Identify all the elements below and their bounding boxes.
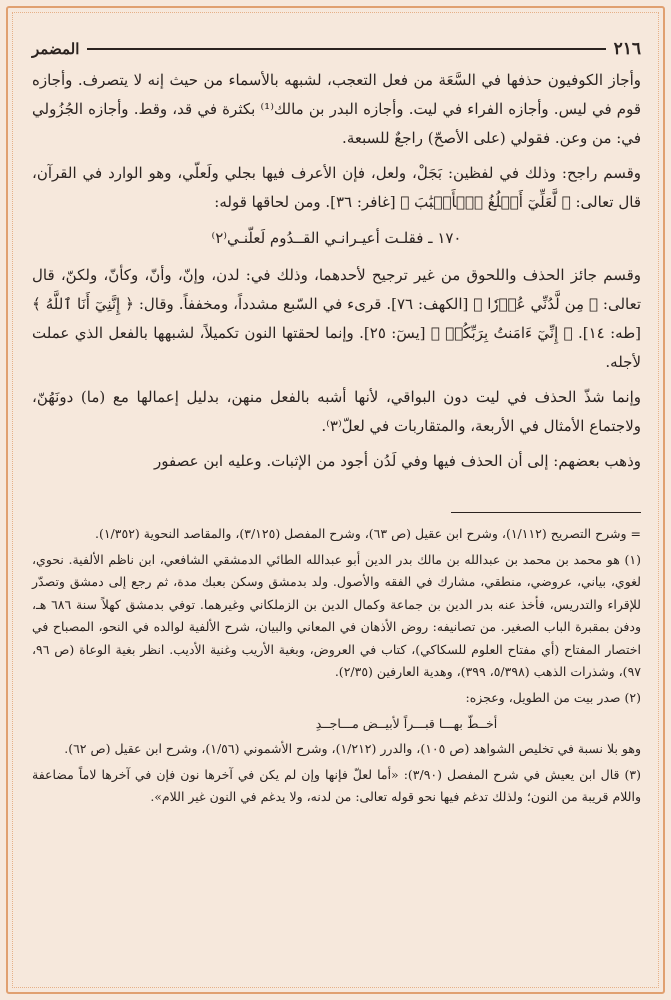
footnote-2-intro: (٢) صدر بيت من الطويل، وعجزه:	[465, 689, 641, 705]
running-header	[32, 38, 641, 60]
book-page	[32, 38, 641, 812]
body-paragraph-5: وذهب بعضهم: إلى أن الحذف فيها وفي لَدُن أجود من الإثبات. وعليه ابن عصفور	[154, 452, 641, 470]
footnote-2-verse: أخــطّ بهـــا قبـــراً لأبيــض مـــاجــدِ	[315, 716, 498, 731]
chapter-title: المضمر	[32, 40, 80, 58]
footnote-1: (١) هو محمد بن محمد بن عبدالله بن مالك بدر الدين أبو عبدالله الطائي الدمشقي الشافعي، ابن ناظم الألفية. نحوي، لغوي، بياني، عروضي، منطقي، مشارك في الفقه والأصول. ولد بدمشق وسكن بعبك مدة، ثم رجع إلى دمشق وتصدّر للإقراء والتدريس، فأخذ عنه بدر الدين بن جماعة وكمال الدين بن الزملكاني وغيرهما. توفي بدمشق كهلاً سنة ٦٨٦ هـ، ودفن بمقبرة الباب الصغير. من تصانيفه: روض الأذهان في المعاني والبيان، شرح الألفية لوالده في النحو، المصباح في اختصار المفتاح (أي مفتاح العلوم للسكاكي)، كتاب في العروض، وبغية الأريب وغنية الأديب. انظر بغية الوعاة (ص ٩٦، ٩٧)، وشذرات الذهب (٥/٣٩٨، ٣٩٩)، وهدية العارفين (٢/٣٥).	[32, 551, 641, 679]
footnote-2-sources: وهو بلا نسبة في تخليص الشواهد (ص ١٠٥)، والدرر (١/٢١٢)، وشرح الأشموني (١/٥٦)، وشرح ابن عقيل (ص ٦٢).	[64, 741, 641, 756]
footnote-continuation: = وشرح التصريح (١/١١٢)، وشرح ابن عقيل (ص ٦٣)، وشرح المفصل (٣/١٢٥)، والمقاصد النحوية (١/٣٥٢).	[94, 526, 641, 541]
header-rule	[87, 48, 605, 50]
body-paragraph-2: وقسم راجح: وذلك في لفظين: بَجَلْ، ولعل، فإن الأعرف فيها بجلي ولَعلّي، وهو الوارد في القرآن، قال تعالى: ﴿ لَّعَلِّيٓ أَبۡلُغُ ٱلۡأَسۡبَٰبَ ﴾ [غافر: ٣٦]. ومن لحاقها قوله:	[32, 164, 641, 211]
body-paragraph-1: وأجاز الكوفيون حذفها في السَّعَة من فعل التعجب، لشبهه بالأسماء من حيث إنه لا يتصرف. وأجازه قوم في ليس. وأجازه الفراء في ليت. وأجازه البدر بن مالك⁽¹⁾ بكثرة في قد، وقط. وأجازه الجُزُولي في: من وعن. فقولي (على الأصحّ) راجعٌ للسبعة.	[32, 71, 642, 147]
footnote-3: (٣) قال ابن يعيش في شرح المفصل (٣/٩٠): «أما لعلّ فإنها وإن لم يكن في آخرها نون فإن في آخرها لاماً مضاعفة واللام قريبة من النون؛ ولذلك تدغم فيها نحو قوله تعالى: من لدنه، ولا يدغم في النون غير اللام».	[32, 766, 641, 804]
body-paragraph-3: وقسم جائز الحذف واللحوق من غير ترجيح لأحدهما، وذلك في: لدن، وإنّ، وأنّ، وكأنّ، ولكنّ، قال تعالى: ﴿ مِن لَّدُنِّي عُذۡرٗا ﴾ [الكهف: ٧٦]. قرىء في السّبع مشدداً، ومخففاً. وقال: ﴿ إِنَّنِيٓ أَنَا ٱللَّهُ ﴾ [طه: ١٤]. ﴿ إِنِّيٓ ءَامَنتُ بِرَبِّكُمۡ ﴾ [يسٓ: ٢٥]. وإنما لحقتها النون تكميلاً، لشبهها بالفعل الذي عملت لأجله.	[32, 266, 642, 371]
footnote-separator	[451, 512, 641, 513]
poetry-verse-170: ١٧٠ ـ فقلـت أعيـرانـي القــدُوم لَعلّنـي⁽٢⁾	[211, 229, 462, 247]
page-number: ٢١٦	[613, 39, 641, 59]
body-paragraph-4: وإنما شذّ الحذف في ليت دون البواقي، لأنها أشبه بالفعل منهن، بدليل إعمالها مع (ما) دونَهُنّ، ولاجتماع الأمثال في الأربعة، والمتقاربات في لعلّ⁽٣⁾.	[32, 388, 641, 435]
